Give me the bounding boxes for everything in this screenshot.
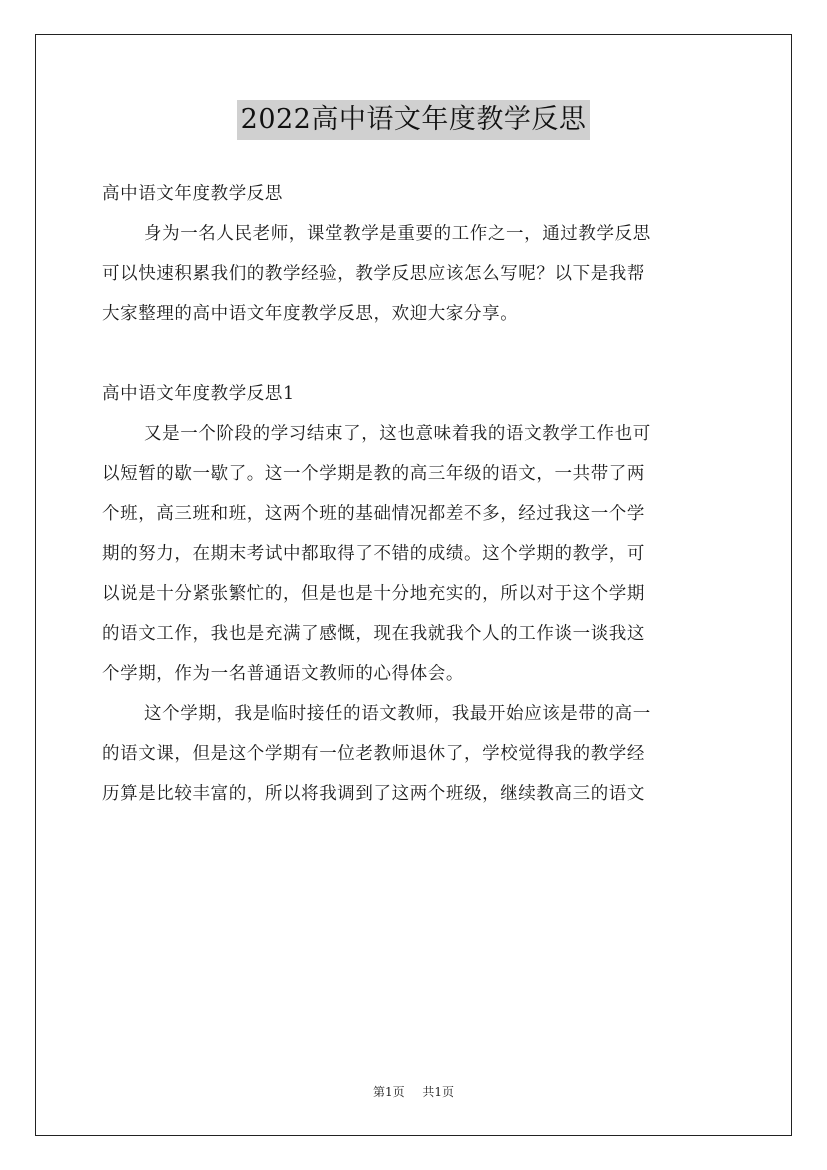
paragraph-line: 可以快速积累我们的教学经验，教学反思应该怎么写呢？以下是我帮 <box>102 264 645 284</box>
paragraph-line: 大家整理的高中语文年度教学反思，欢迎大家分享。 <box>102 304 519 324</box>
paragraph-line: 历算是比较丰富的，所以将我调到了这两个班级，继续教高三的语文 <box>102 784 645 804</box>
paragraph-line: 以短暂的歇一歇了。这一个学期是教的高三年级的语文，一共带了两 <box>102 464 645 484</box>
paragraph-line: 身为一名人民老师，课堂教学是重要的工作之一，通过教学反思 <box>144 224 651 244</box>
paragraph-line: 以说是十分紧张繁忙的，但是也是十分地充实的，所以对于这个学期 <box>102 584 645 604</box>
paragraph-line: 的语文课，但是这个学期有一位老教师退休了，学校觉得我的教学经 <box>102 744 645 764</box>
blank-line <box>102 334 726 374</box>
section-heading-intro: 高中语文年度教学反思 <box>102 184 283 204</box>
document-body <box>102 174 726 814</box>
paragraph-line: 期的努力，在期末考试中都取得了不错的成绩。这个学期的教学，可 <box>102 544 645 564</box>
document-title: 2022高中语文年度教学反思 <box>237 100 591 140</box>
page-total: 共1页 <box>422 1085 454 1099</box>
page-number: 第1页 <box>373 1085 405 1099</box>
page-footer <box>0 1084 827 1100</box>
paragraph-line: 个班，高三班和班，这两个班的基础情况都差不多，经过我这一个学 <box>102 504 645 524</box>
paragraph-line: 个学期，作为一名普通语文教师的心得体会。 <box>102 664 464 684</box>
paragraph-line: 又是一个阶段的学习结束了，这也意味着我的语文教学工作也可 <box>144 424 651 444</box>
title-container <box>0 100 827 140</box>
section-heading-1: 高中语文年度教学反思1 <box>102 384 295 404</box>
paragraph-line: 这个学期，我是临时接任的语文教师，我最开始应该是带的高一 <box>144 704 651 724</box>
paragraph-line: 的语文工作，我也是充满了感慨，现在我就我个人的工作谈一谈我这 <box>102 624 645 644</box>
